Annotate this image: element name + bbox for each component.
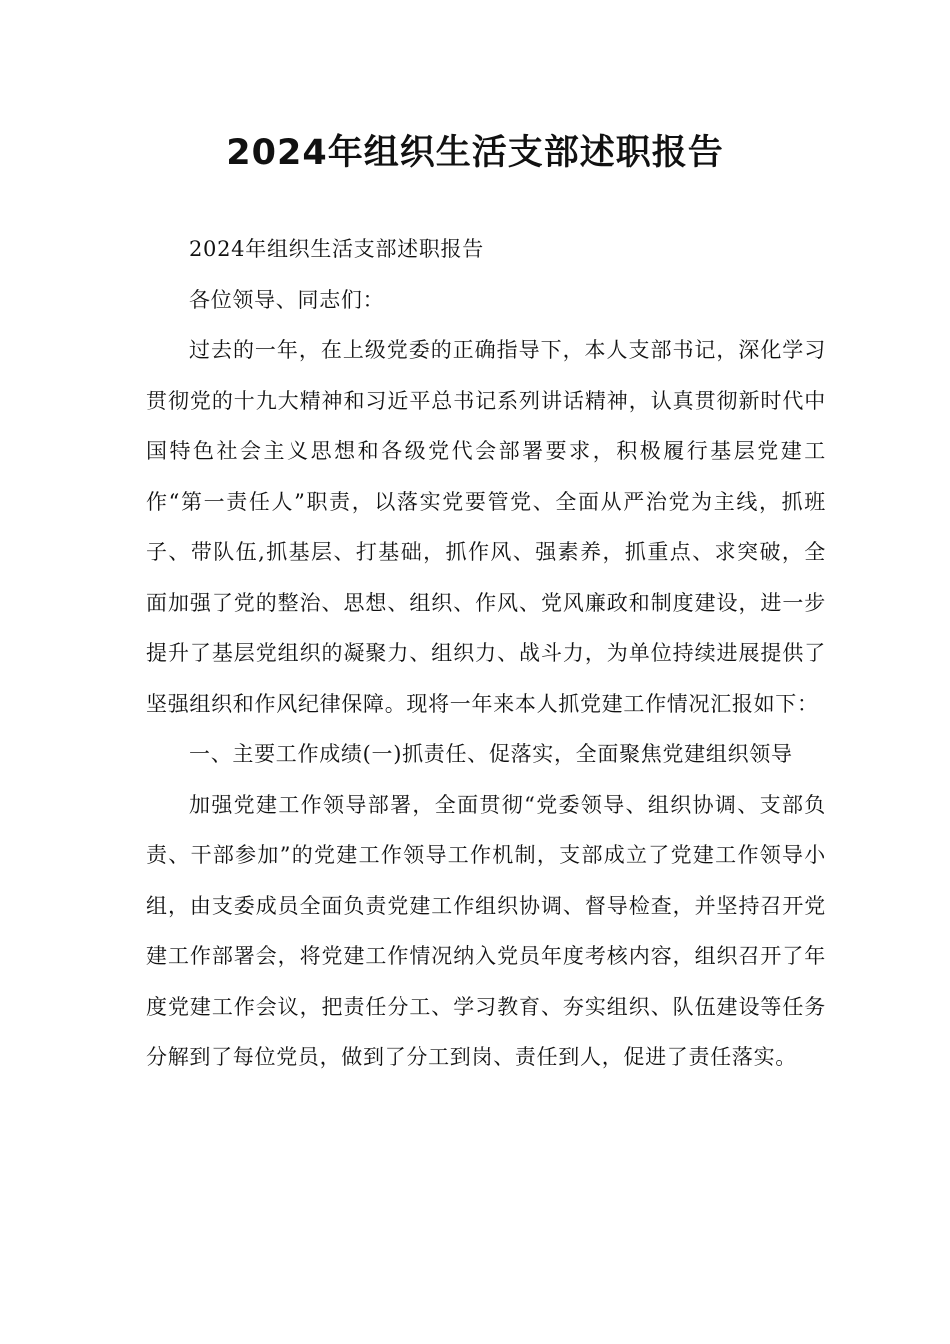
leadership-paragraph: 加强党建工作领导部署，全面贯彻“党委领导、组织协调、支部负责、干部参加”的党建工作领导工作机制，支部成立了党建工作领导小组，由支委成员全面负责党建工作组织协调、督导检查，并坚持召开党建工作部署会，将党建工作情况纳入党员年度考核内容，组织召开了年度党建工作会议，把责任分工、学习教育、夯实组织、队伍建设等任务分解到了每位党员，做到了分工到岗、责任到人，促进了责任落实。: [146, 792, 826, 1069]
document-body: [146, 224, 826, 1083]
section-heading-paragraph: 一、主要工作成绩(一)抓责任、促落实，全面聚焦党建组织领导: [189, 742, 793, 766]
salutation-paragraph: 各位领导、同志们：: [189, 287, 385, 312]
intro-paragraph: 过去的一年，在上级党委的正确指导下，本人支部书记，深化学习贯彻党的十九大精神和习近平总书记系列讲话精神，认真贯彻新时代中国特色社会主义思想和各级党代会部署要求，积极履行基层党建工作“第一责任人”职责，以落实党要管党、全面从严治党为主线，抓班子、带队伍,抓基层、打基础，抓作风、强素养，抓重点、求突破，全面加强了党的整治、思想、组织、作风、党风廉政和制度建设，进一步提升了基层党组织的凝聚力、组织力、战斗力，为单位持续进展提供了坚强组织和作风纪律保障。现将一年来本人抓党建工作情况汇报如下：: [146, 338, 826, 716]
subtitle-paragraph: 2024年组织生活支部述职报告: [189, 237, 484, 261]
document-title: 2024年组织生活支部述职报告: [226, 133, 724, 173]
